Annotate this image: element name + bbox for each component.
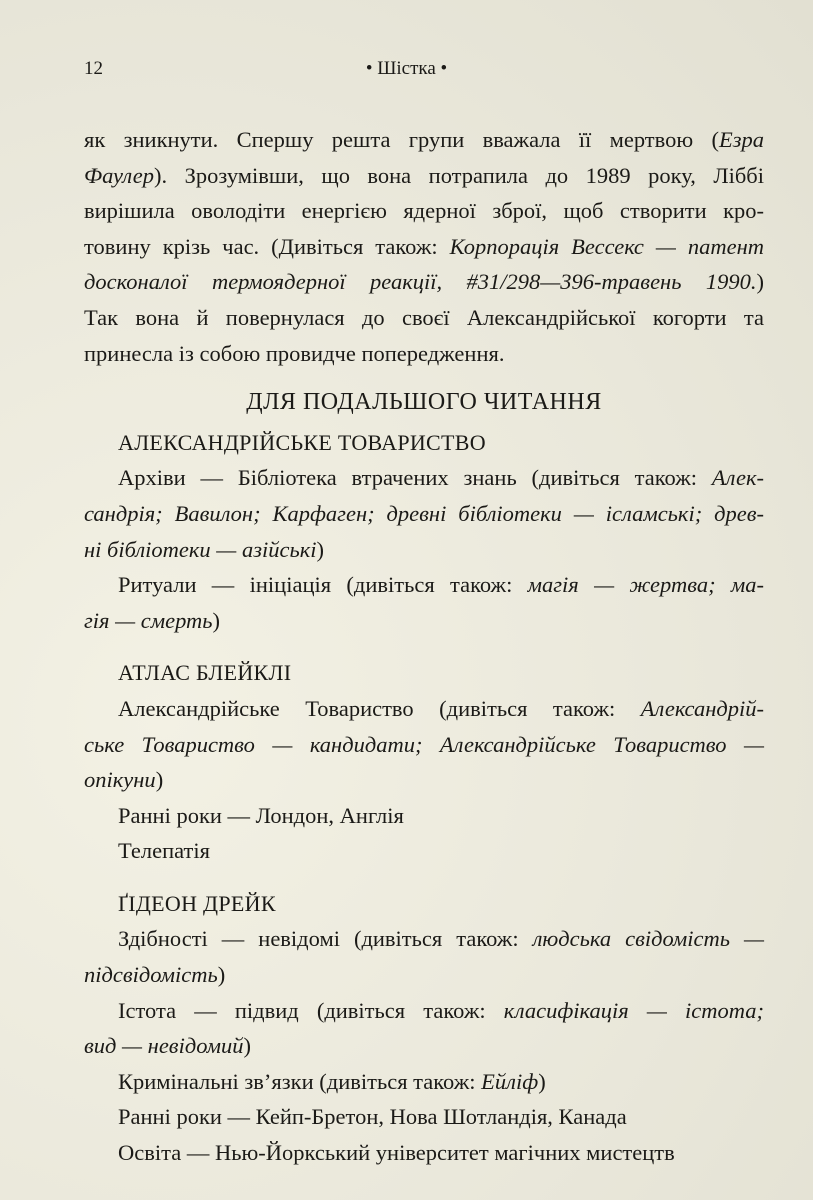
entry-line: опікуни) [84,767,164,793]
text-line: досконалої термоядерної реакції, #31/298—396-травень 1990.) [84,269,764,295]
section-heading: ДЛЯ ПОДАЛЬШОГО ЧИТАННЯ [246,389,602,416]
entry-line: Ритуали — ініціація (дивіться також: магія — жертва; ма- [118,572,764,598]
text-line: вирішила оволодіти енергією ядерної зброї, щоб створити кро- [84,198,764,224]
entry-line: Істота — підвид (дивіться також: класифікація — істота; [118,997,764,1023]
body-text [84,122,764,1171]
entry-title: АЛЕКСАНДРІЙСЬКЕ ТОВАРИСТВО [118,429,486,455]
entry-title: АТЛАС БЛЕЙКЛІ [118,660,292,686]
entry-line: вид — невідомий) [84,1033,251,1059]
entry-line: Телепатія [118,838,210,864]
entry-line: підсвідомість) [84,962,226,988]
text-line: Так вона й повернулася до своєї Александрійської когорти та [84,304,764,330]
entry-line: сандрія; Вавилон; Карфаген; древні бібліотеки — ісламські; древ- [84,500,764,526]
entry-line: Кримінальні зв’язки (дивіться також: Ейліф) [118,1068,546,1094]
running-title: • Шістка • [365,58,448,79]
entry-title: ҐІДЕОН ДРЕЙК [118,890,276,916]
entry-line: Ранні роки — Лондон, Англія [118,802,404,828]
text-line: принесла із собою провидче попередження. [84,340,505,366]
page-number: 12 [84,58,103,79]
entry-line: ні бібліотеки — азійські) [84,536,324,562]
entry-line: ське Товариство — кандидати; Александрійське Товариство — [84,731,764,757]
entry-line: Александрійське Товариство (дивіться також: Александрій- [118,695,764,721]
text-line: Фаулер). Зрозумівши, що вона потрапила до 1989 року, Ліббі [84,162,764,188]
page-header [0,58,813,88]
entry-line: Освіта — Нью-Йоркський університет магічних мистецтв [118,1140,675,1166]
entry-line: Ранні роки — Кейп-Бретон, Нова Шотландія, Канада [118,1104,627,1130]
entry-line: Здібності — невідомі (дивіться також: людська свідомість — [118,926,764,952]
entry-line: гія — смерть) [84,607,221,633]
text-line: товину крізь час. (Дивіться також: Корпорація Вессекс — патент [84,233,764,259]
entry-gap [84,638,764,655]
entry-line: Архіви — Бібліотека втрачених знань (дивіться також: Алек- [118,465,764,491]
entry-gap [84,869,764,886]
text-line: як зникнути. Спершу решта групи вважала її мертвою (Езра [84,127,764,152]
